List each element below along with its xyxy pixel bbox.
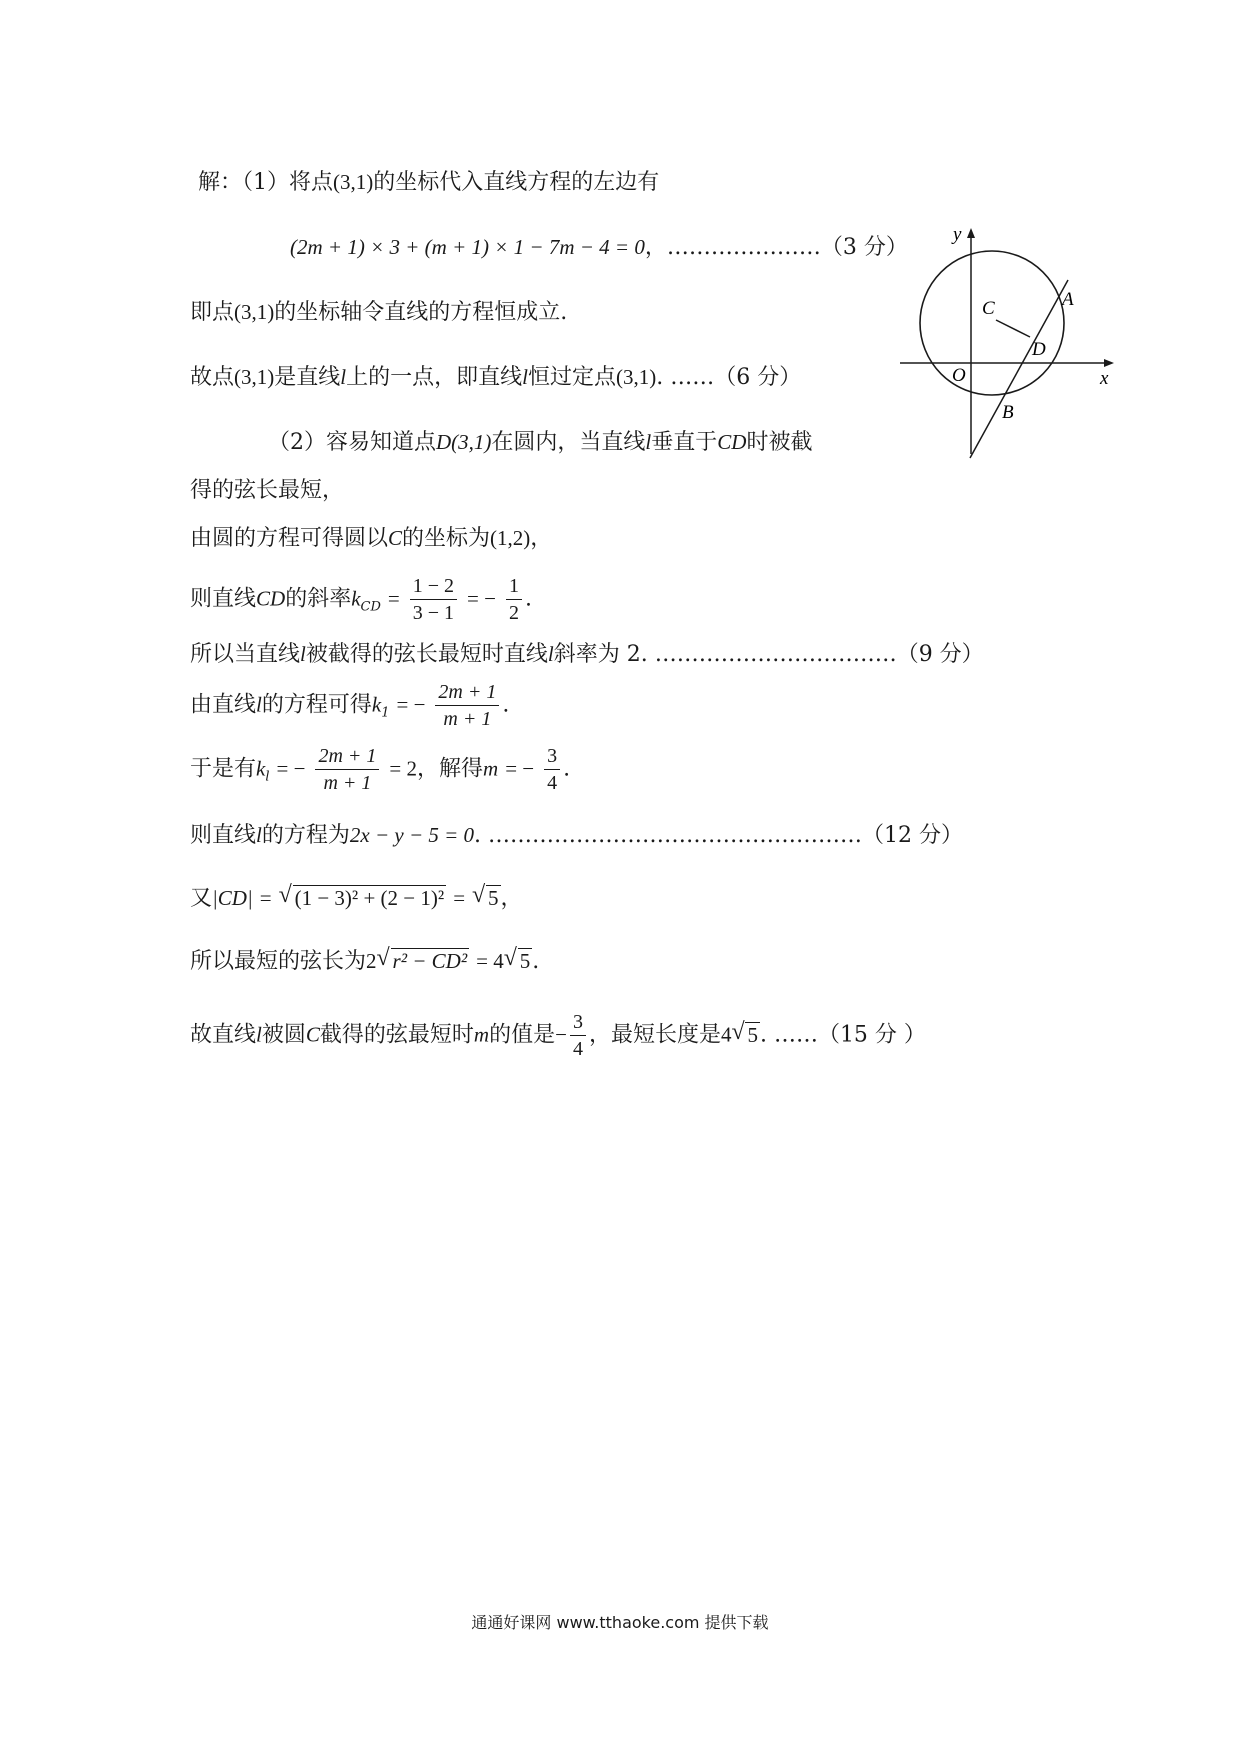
- equals: = −: [505, 756, 535, 781]
- numerator: 3: [544, 746, 560, 770]
- text: 得的弦长最短，: [190, 478, 345, 503]
- equation: 2x − y − 5 = 0: [349, 823, 475, 847]
- score-dots: . ……（15 分 ）: [759, 1022, 926, 1048]
- var-l: l: [522, 365, 528, 389]
- label-a: A: [1062, 289, 1074, 310]
- radicand: r² − CD²: [392, 949, 468, 973]
- text: ，: [500, 886, 523, 911]
- equals: =: [259, 886, 272, 910]
- text: 又: [190, 886, 213, 911]
- text: 由直线: [190, 692, 257, 718]
- subscript: CD: [360, 599, 381, 615]
- sqrt: [472, 882, 501, 910]
- text: .: [502, 692, 510, 718]
- solution-line-3: [190, 302, 567, 324]
- circle-line-figure: [900, 222, 1130, 462]
- label-x: x: [1100, 368, 1109, 389]
- fraction: [570, 1012, 586, 1059]
- numerator: 2m + 1: [435, 682, 499, 706]
- var-cd: CD: [256, 586, 286, 611]
- solution-line-5: [268, 432, 812, 454]
- x-axis-arrow: [1104, 359, 1114, 367]
- var-cd: CD: [717, 430, 747, 454]
- circle-c: [920, 251, 1064, 395]
- text: 时被截: [746, 430, 813, 455]
- numerator: 3: [570, 1012, 586, 1036]
- minus: −: [555, 1022, 567, 1047]
- text: 则直线: [190, 586, 257, 612]
- text: 解：（1）将点: [198, 170, 333, 195]
- coefficient: 4: [720, 1022, 732, 1047]
- solution-line-9: [190, 644, 984, 666]
- text: 由圆的方程可得圆以: [190, 526, 389, 551]
- text: 上的一点，即直线: [346, 365, 523, 390]
- text: 的坐标代入直线方程的左边有: [373, 170, 660, 195]
- label-o: O: [952, 365, 966, 386]
- sqrt-symbol: √: [472, 882, 486, 908]
- text: 则直线: [190, 823, 257, 848]
- radicand: 5: [488, 886, 499, 910]
- sqrt: [278, 882, 447, 910]
- equals: =: [387, 586, 400, 611]
- text: （2）容易知道点: [268, 430, 436, 455]
- equals: = −: [467, 586, 496, 611]
- equation: (2m + 1) × 3 + (m + 1) × 1 − 7m − 4 = 0: [290, 235, 645, 259]
- var-l: l: [300, 642, 306, 666]
- sqrt: [731, 1018, 760, 1047]
- point: (3,1): [616, 365, 657, 389]
- text: 是直线: [274, 365, 341, 390]
- fraction: [544, 746, 560, 793]
- text: 恒过定点: [527, 365, 616, 390]
- sqrt-symbol: √: [376, 945, 390, 971]
- text: 的坐标为: [402, 526, 491, 551]
- y-axis-arrow: [967, 228, 975, 238]
- denominator: 2: [508, 602, 519, 624]
- solution-line-11: [190, 746, 570, 793]
- text: 垂直于: [651, 430, 718, 455]
- solution-line-8: [190, 576, 532, 623]
- text: 所以最短的弦长为: [190, 949, 367, 974]
- denominator: m + 1: [443, 708, 492, 730]
- point: D(3,1): [436, 430, 492, 454]
- label-d: D: [1032, 339, 1046, 360]
- equals: = −: [276, 756, 306, 781]
- sqrt: [376, 945, 470, 973]
- sqrt: [503, 945, 533, 973]
- var-c: C: [305, 1022, 320, 1047]
- text: 的方程可得: [261, 692, 372, 718]
- var-k: k: [256, 756, 266, 781]
- numerator: 1 − 2: [410, 576, 457, 600]
- solution-line-13: [190, 882, 523, 911]
- equals: = 2: [389, 756, 417, 781]
- denominator: m + 1: [323, 772, 372, 794]
- var-m: m: [473, 1022, 490, 1047]
- label-c: C: [982, 298, 995, 319]
- text: 的坐标轴令直线的方程恒成立.: [274, 300, 568, 325]
- solution-line-12: [190, 825, 963, 847]
- solution-line-6: [190, 480, 344, 502]
- sqrt-symbol: √: [731, 1018, 745, 1045]
- var-l: l: [256, 692, 262, 717]
- text: 的斜率: [285, 586, 352, 612]
- coefficient: 2: [366, 949, 377, 973]
- text: ，: [530, 526, 553, 551]
- numerator: 2m + 1: [315, 746, 379, 770]
- text: 故点: [190, 365, 235, 390]
- text: .: [532, 949, 540, 974]
- radicand: 5: [519, 949, 531, 973]
- text: 的值是: [489, 1022, 556, 1048]
- fraction: [435, 682, 499, 729]
- solution-line-10: [190, 682, 509, 729]
- equals: = 4: [476, 949, 504, 973]
- text: ，最短长度是: [588, 1022, 721, 1048]
- sqrt-symbol: √: [278, 882, 292, 908]
- text: 于是有: [190, 756, 257, 782]
- point: (3,1): [234, 365, 275, 389]
- solution-line-4: [190, 367, 801, 389]
- sqrt-symbol: √: [503, 945, 517, 971]
- point: (3,1): [234, 300, 275, 324]
- fraction: [506, 576, 522, 623]
- text: 截得的弦最短时: [319, 1022, 474, 1048]
- text: 斜率为 2. ……………………………（9 分）: [553, 642, 984, 667]
- radicand: 5: [747, 1022, 758, 1047]
- solution-line-1: [198, 172, 659, 194]
- label-y: y: [953, 224, 962, 245]
- text: .: [563, 756, 571, 782]
- var-m: m: [483, 756, 499, 781]
- text: .: [524, 586, 532, 612]
- var-k: k: [371, 692, 382, 717]
- denominator: 4: [547, 772, 558, 794]
- fraction: [315, 746, 379, 793]
- text: ，解得: [417, 756, 484, 782]
- radicand: (1 − 3)² + (2 − 1)²: [294, 886, 445, 910]
- fraction: [410, 576, 457, 623]
- solution-line-14: [190, 945, 540, 974]
- text: 被截得的弦长最短时直线: [305, 642, 548, 667]
- var-l: l: [340, 365, 347, 389]
- solution-line-7: [190, 528, 552, 550]
- var-c: C: [388, 526, 403, 550]
- text: 被圆: [261, 1022, 306, 1048]
- text: 故直线: [190, 1022, 257, 1048]
- var-l: l: [256, 823, 262, 847]
- var-l: l: [645, 430, 652, 454]
- subscript: l: [265, 769, 270, 785]
- point: (1,2): [490, 526, 531, 550]
- segment-cd: [996, 320, 1030, 337]
- numerator: 1: [506, 576, 522, 600]
- var-l: l: [547, 642, 554, 666]
- label-b: B: [1002, 402, 1014, 423]
- abs-cd: |CD|: [212, 886, 253, 910]
- var-k: k: [351, 586, 361, 611]
- denominator: 4: [572, 1038, 583, 1060]
- point: (3,1): [333, 170, 374, 194]
- text: 的方程为: [261, 823, 350, 848]
- equals: = −: [396, 692, 426, 717]
- text: 在圆内，当直线: [491, 430, 646, 455]
- var-l: l: [256, 1022, 262, 1047]
- footer: 通通好课网 www.tthaoke.com 提供下载: [471, 1613, 769, 1632]
- solution-line-15: [190, 1012, 926, 1059]
- text: 即点: [190, 300, 235, 325]
- solution-line-2: [290, 237, 908, 259]
- equals: =: [453, 886, 466, 910]
- subscript: 1: [381, 705, 390, 721]
- denominator: 3 − 1: [412, 602, 455, 624]
- score-dots: . ……（6 分）: [656, 365, 802, 390]
- score-dots: ，…………………（3 分）: [644, 235, 908, 260]
- text: 所以当直线: [190, 642, 301, 667]
- score-dots: . ……………………………………………（12 分）: [474, 823, 964, 848]
